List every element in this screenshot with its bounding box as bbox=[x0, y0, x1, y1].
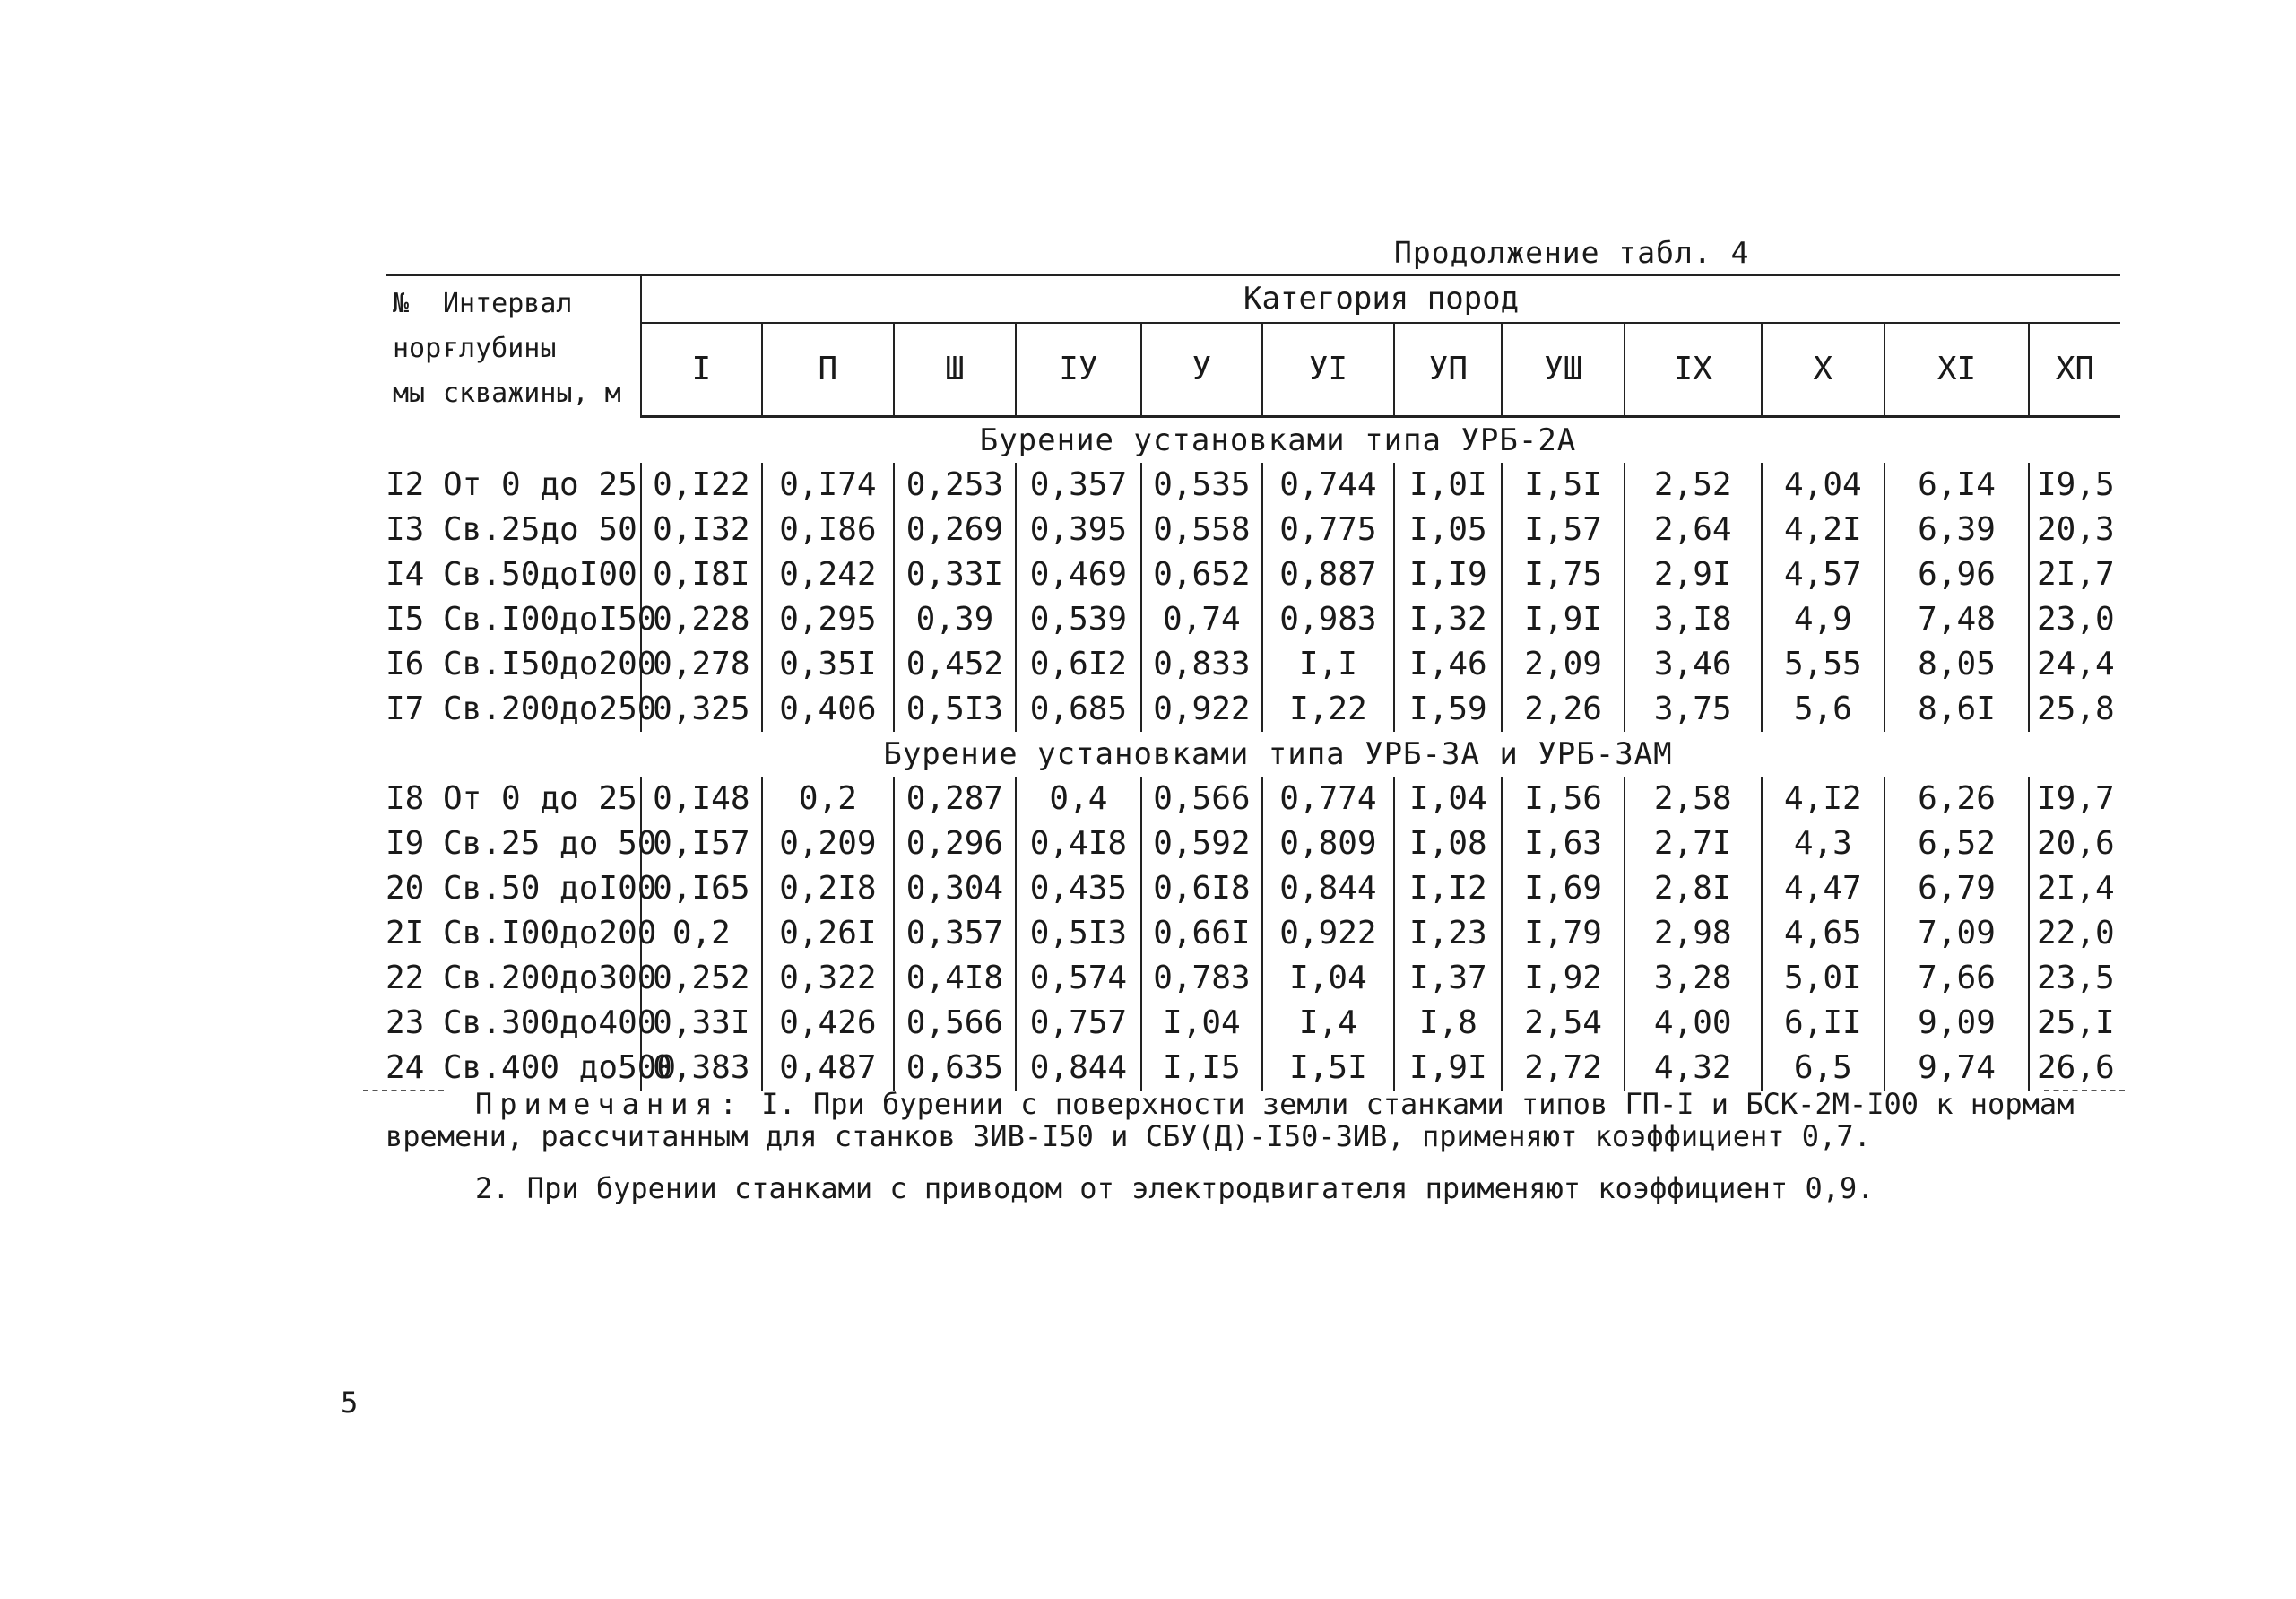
time-norm-value: 0,357 bbox=[1016, 463, 1142, 508]
time-norm-value: 0,5I3 bbox=[894, 687, 1015, 732]
time-norm-value: 4,65 bbox=[1762, 911, 1884, 956]
table-row bbox=[386, 687, 2120, 732]
time-norm-value: I,04 bbox=[1141, 1001, 1261, 1046]
time-norm-value: 4,2I bbox=[1762, 508, 1884, 552]
time-norm-value: 4,04 bbox=[1762, 463, 1884, 508]
time-norm-value: 0,2I8 bbox=[762, 866, 895, 911]
time-norm-value: 0,296 bbox=[894, 821, 1015, 866]
time-norm-value: I,04 bbox=[1262, 956, 1395, 1001]
norm-number: I8 bbox=[386, 779, 425, 817]
time-norm-value: 2,09 bbox=[1502, 642, 1624, 687]
time-norm-value: 4,I2 bbox=[1762, 777, 1884, 821]
time-norm-value: 2I,7 bbox=[2036, 555, 2115, 593]
time-norm-value: I,I9 bbox=[1394, 552, 1502, 597]
header-col-category: У bbox=[1141, 323, 1261, 416]
time-norm-value: 0,774 bbox=[1262, 777, 1395, 821]
time-norm-value: 7,09 bbox=[1884, 911, 2029, 956]
time-norm-value: I,59 bbox=[1394, 687, 1502, 732]
time-norm-value: 0,33I bbox=[641, 1001, 761, 1046]
depth-interval: Св.200до300 bbox=[436, 956, 641, 1001]
time-norm-value: 0,26I bbox=[762, 911, 895, 956]
table-row bbox=[386, 777, 2120, 821]
time-norm-value: 20,6 bbox=[2036, 824, 2115, 862]
time-norm-value: 0,435 bbox=[1016, 866, 1142, 911]
time-norm-value: 2,98 bbox=[1625, 911, 1762, 956]
time-norm-value: I,8 bbox=[1394, 1001, 1502, 1046]
header-col-category: ХП bbox=[2029, 323, 2120, 416]
time-norm-value: I,5I bbox=[1262, 1046, 1395, 1091]
time-norm-value: 0,253 bbox=[894, 463, 1015, 508]
time-norm-value: 5,0I bbox=[1762, 956, 1884, 1001]
header-col-category: IУ bbox=[1016, 323, 1142, 416]
time-norm-value: 0,566 bbox=[894, 1001, 1015, 1046]
page-mark: 5 bbox=[341, 1386, 359, 1420]
header-col-category: IХ bbox=[1625, 323, 1762, 416]
header-norm-number: № нор- мы bbox=[386, 275, 436, 417]
time-norm-value: 0,252 bbox=[641, 956, 761, 1001]
time-norm-value: I9,7 bbox=[2036, 779, 2115, 817]
time-norm-value: 4,32 bbox=[1625, 1046, 1762, 1091]
time-norm-value: 0,325 bbox=[641, 687, 761, 732]
norm-number: 2I bbox=[386, 914, 425, 952]
time-norm-value: 0,I86 bbox=[762, 508, 895, 552]
time-norm-value: I,I5 bbox=[1141, 1046, 1261, 1091]
time-norm-value: 0,487 bbox=[762, 1046, 895, 1091]
time-norm-value: 0,6I2 bbox=[1016, 642, 1142, 687]
norm-number: 22 bbox=[386, 959, 425, 996]
header-col-category: УП bbox=[1394, 323, 1502, 416]
note-2: 2. При бурении станками с приводом от электродвигателя применяют коэффициент 0,9. bbox=[475, 1171, 1875, 1205]
header-col-category: Ш bbox=[894, 323, 1015, 416]
depth-interval: Св.50доI00 bbox=[436, 552, 641, 597]
norm-number: I5 bbox=[386, 600, 425, 638]
time-norm-value: 4,47 bbox=[1762, 866, 1884, 911]
table-row bbox=[386, 956, 2120, 1001]
note-1 bbox=[386, 1088, 2089, 1152]
table-row bbox=[386, 866, 2120, 911]
time-norm-value: 6,79 bbox=[1884, 866, 2029, 911]
norm-number: I7 bbox=[386, 690, 425, 727]
table-row bbox=[386, 552, 2120, 597]
time-norm-value: I,79 bbox=[1502, 911, 1624, 956]
notes bbox=[386, 1088, 2089, 1204]
time-norm-value: 2,8I bbox=[1625, 866, 1762, 911]
time-norm-value: 0,4 bbox=[1016, 777, 1142, 821]
time-norm-value: 0,I22 bbox=[641, 463, 761, 508]
time-norm-value: 7,66 bbox=[1884, 956, 2029, 1001]
time-norm-value: 24,4 bbox=[2036, 645, 2115, 682]
time-norm-value: 0,535 bbox=[1141, 463, 1261, 508]
time-norm-value: I,9I bbox=[1502, 597, 1624, 642]
time-norm-value: 0,39 bbox=[894, 597, 1015, 642]
time-norm-value: 0,I48 bbox=[641, 777, 761, 821]
time-norm-value: 6,96 bbox=[1884, 552, 2029, 597]
norm-number: I2 bbox=[386, 465, 425, 503]
time-norm-value: I,05 bbox=[1394, 508, 1502, 552]
table-row bbox=[386, 597, 2120, 642]
section-title: Бурение установками типа УРБ-3А и УРБ-3АМ bbox=[883, 735, 1673, 772]
time-norm-value: 26,6 bbox=[2036, 1048, 2115, 1086]
time-norm-value: 6,52 bbox=[1884, 821, 2029, 866]
time-norm-value: 3,28 bbox=[1625, 956, 1762, 1001]
time-norm-value: 6,I4 bbox=[1884, 463, 2029, 508]
time-norm-value: 0,357 bbox=[894, 911, 1015, 956]
time-norm-value: 0,469 bbox=[1016, 552, 1142, 597]
time-norm-value: 0,833 bbox=[1141, 642, 1261, 687]
depth-interval: Св.25 до 50 bbox=[436, 821, 641, 866]
time-norm-value: I,0I bbox=[1394, 463, 1502, 508]
depth-interval: Св.300до400 bbox=[436, 1001, 641, 1046]
time-norm-value: 0,I65 bbox=[641, 866, 761, 911]
time-norm-value: 0,2 bbox=[762, 777, 895, 821]
header-col-category: П bbox=[762, 323, 895, 416]
time-norm-value: I,46 bbox=[1394, 642, 1502, 687]
norm-number: I9 bbox=[386, 824, 425, 862]
time-norm-value: 6,26 bbox=[1884, 777, 2029, 821]
time-norm-value: I,08 bbox=[1394, 821, 1502, 866]
time-norm-value: 0,395 bbox=[1016, 508, 1142, 552]
time-norm-value: 0,744 bbox=[1262, 463, 1395, 508]
time-norm-value: 0,652 bbox=[1141, 552, 1261, 597]
time-norm-value: 7,48 bbox=[1884, 597, 2029, 642]
time-norm-value: 0,4I8 bbox=[894, 956, 1015, 1001]
norms-table bbox=[386, 274, 2120, 1091]
depth-interval: Св.50 доI00 bbox=[436, 866, 641, 911]
time-norm-value: 4,57 bbox=[1762, 552, 1884, 597]
depth-interval: От 0 до 25 bbox=[436, 777, 641, 821]
time-norm-value: 0,426 bbox=[762, 1001, 895, 1046]
time-norm-value: I,69 bbox=[1502, 866, 1624, 911]
time-norm-value: 2,64 bbox=[1625, 508, 1762, 552]
time-norm-value: I,57 bbox=[1502, 508, 1624, 552]
table-row bbox=[386, 821, 2120, 866]
time-norm-value: I,56 bbox=[1502, 777, 1624, 821]
time-norm-value: 5,55 bbox=[1762, 642, 1884, 687]
time-norm-value: 25,I bbox=[2036, 1004, 2115, 1041]
time-norm-value: 0,922 bbox=[1141, 687, 1261, 732]
depth-interval: Св.200до250 bbox=[436, 687, 641, 732]
time-norm-value: 4,00 bbox=[1625, 1001, 1762, 1046]
time-norm-value: 0,383 bbox=[641, 1046, 761, 1091]
header-rock-category: Категория пород bbox=[641, 275, 2120, 323]
norm-number: 23 bbox=[386, 1004, 425, 1041]
header-col-category: Х bbox=[1762, 323, 1884, 416]
time-norm-value: 0,635 bbox=[894, 1046, 1015, 1091]
time-norm-value: 2,26 bbox=[1502, 687, 1624, 732]
time-norm-value: I,32 bbox=[1394, 597, 1502, 642]
time-norm-value: 0,922 bbox=[1262, 911, 1395, 956]
time-norm-value: I,22 bbox=[1262, 687, 1395, 732]
time-norm-value: I,92 bbox=[1502, 956, 1624, 1001]
time-norm-value: 0,287 bbox=[894, 777, 1015, 821]
table-row bbox=[386, 911, 2120, 956]
time-norm-value: I,9I bbox=[1394, 1046, 1502, 1091]
time-norm-value: 0,685 bbox=[1016, 687, 1142, 732]
time-norm-value: 0,6I8 bbox=[1141, 866, 1261, 911]
header-col-category: УШ bbox=[1502, 323, 1624, 416]
time-norm-value: 0,35I bbox=[762, 642, 895, 687]
time-norm-value: 2,58 bbox=[1625, 777, 1762, 821]
depth-interval: Св.I50до200 bbox=[436, 642, 641, 687]
time-norm-value: 0,I74 bbox=[762, 463, 895, 508]
time-norm-value: 0,983 bbox=[1262, 597, 1395, 642]
time-norm-value: 0,295 bbox=[762, 597, 895, 642]
time-norm-value: 23,0 bbox=[2036, 600, 2115, 638]
time-norm-value: 0,757 bbox=[1016, 1001, 1142, 1046]
time-norm-value: I,4 bbox=[1262, 1001, 1395, 1046]
time-norm-value: 0,2 bbox=[641, 911, 761, 956]
time-norm-value: I9,5 bbox=[2036, 465, 2115, 503]
table-row bbox=[386, 642, 2120, 687]
depth-interval: Св.I00доI50 bbox=[436, 597, 641, 642]
time-norm-value: 0,558 bbox=[1141, 508, 1261, 552]
time-norm-value: 0,304 bbox=[894, 866, 1015, 911]
time-norm-value: I,5I bbox=[1502, 463, 1624, 508]
time-norm-value: 9,74 bbox=[1884, 1046, 2029, 1091]
note-1-text: I. При бурении с поверхности земли станками типов ГП-I и БСК-2М-I00 к нормам времени, рассчитанным для станков ЗИВ-I50 и СБУ(Д)-I50-ЗИВ, применяют коэффициент 0,7. bbox=[386, 1087, 2075, 1153]
time-norm-value: 0,452 bbox=[894, 642, 1015, 687]
table-row bbox=[386, 508, 2120, 552]
time-norm-value: 0,I8I bbox=[641, 552, 761, 597]
depth-interval: Св.400 до500 bbox=[436, 1046, 641, 1091]
norm-number: I6 bbox=[386, 645, 425, 682]
time-norm-value: 4,9 bbox=[1762, 597, 1884, 642]
header-col-category: I bbox=[641, 323, 761, 416]
time-norm-value: 6,5 bbox=[1762, 1046, 1884, 1091]
time-norm-value: 2,54 bbox=[1502, 1001, 1624, 1046]
time-norm-value: I,63 bbox=[1502, 821, 1624, 866]
time-norm-value: 0,209 bbox=[762, 821, 895, 866]
time-norm-value: I,I2 bbox=[1394, 866, 1502, 911]
norm-number: I3 bbox=[386, 510, 425, 548]
time-norm-value: 9,09 bbox=[1884, 1001, 2029, 1046]
notes-label: Примечания: bbox=[475, 1087, 744, 1121]
time-norm-value: I,04 bbox=[1394, 777, 1502, 821]
time-norm-value: 0,I32 bbox=[641, 508, 761, 552]
time-norm-value: 6,39 bbox=[1884, 508, 2029, 552]
time-norm-value: 6,II bbox=[1762, 1001, 1884, 1046]
time-norm-value: 23,5 bbox=[2036, 959, 2115, 996]
time-norm-value: 0,809 bbox=[1262, 821, 1395, 866]
time-norm-value: 8,05 bbox=[1884, 642, 2029, 687]
depth-interval: Св.I00до200 bbox=[436, 911, 641, 956]
time-norm-value: 2,72 bbox=[1502, 1046, 1624, 1091]
time-norm-value: 0,269 bbox=[894, 508, 1015, 552]
time-norm-value: 22,0 bbox=[2036, 914, 2115, 952]
time-norm-value: 0,278 bbox=[641, 642, 761, 687]
time-norm-value: 0,592 bbox=[1141, 821, 1261, 866]
time-norm-value: 0,775 bbox=[1262, 508, 1395, 552]
time-norm-value: 5,6 bbox=[1762, 687, 1884, 732]
section-spacer bbox=[386, 416, 436, 463]
time-norm-value: 0,4I8 bbox=[1016, 821, 1142, 866]
time-norm-value: 3,I8 bbox=[1625, 597, 1762, 642]
time-norm-value: I,23 bbox=[1394, 911, 1502, 956]
header-interval: Интервал глубины скважины, м bbox=[436, 275, 641, 417]
time-norm-value: 2I,4 bbox=[2036, 869, 2115, 907]
table-row bbox=[386, 463, 2120, 508]
table-row bbox=[386, 1046, 2120, 1091]
time-norm-value: 0,783 bbox=[1141, 956, 1261, 1001]
time-norm-value: 0,66I bbox=[1141, 911, 1261, 956]
time-norm-value: 2,9I bbox=[1625, 552, 1762, 597]
time-norm-value: 3,46 bbox=[1625, 642, 1762, 687]
time-norm-value: 0,566 bbox=[1141, 777, 1261, 821]
table-continuation-label: Продолжение табл. 4 bbox=[1394, 235, 1750, 270]
time-norm-value: 2,7I bbox=[1625, 821, 1762, 866]
time-norm-value: 0,I57 bbox=[641, 821, 761, 866]
time-norm-value: 0,74 bbox=[1141, 597, 1261, 642]
norm-number: I4 bbox=[386, 555, 425, 593]
time-norm-value: I,75 bbox=[1502, 552, 1624, 597]
time-norm-value: 20,3 bbox=[2036, 510, 2115, 548]
header-col-category: УI bbox=[1262, 323, 1395, 416]
time-norm-value: 4,3 bbox=[1762, 821, 1884, 866]
time-norm-value: I,37 bbox=[1394, 956, 1502, 1001]
header-col-category: ХI bbox=[1884, 323, 2029, 416]
time-norm-value: 0,844 bbox=[1262, 866, 1395, 911]
time-norm-value: 0,844 bbox=[1016, 1046, 1142, 1091]
time-norm-value: 0,406 bbox=[762, 687, 895, 732]
table-row bbox=[386, 1001, 2120, 1046]
time-norm-value: 3,75 bbox=[1625, 687, 1762, 732]
section-spacer bbox=[386, 732, 436, 777]
time-norm-value: 25,8 bbox=[2036, 690, 2115, 727]
time-norm-value: 0,242 bbox=[762, 552, 895, 597]
time-norm-value: I,I bbox=[1262, 642, 1395, 687]
time-norm-value: 0,887 bbox=[1262, 552, 1395, 597]
norm-number: 20 bbox=[386, 869, 425, 907]
depth-interval: От 0 до 25 bbox=[436, 463, 641, 508]
time-norm-value: 0,5I3 bbox=[1016, 911, 1142, 956]
time-norm-value: 2,52 bbox=[1625, 463, 1762, 508]
time-norm-value: 0,33I bbox=[894, 552, 1015, 597]
section-title: Бурение установками типа УРБ-2А bbox=[979, 421, 1577, 458]
time-norm-value: 0,574 bbox=[1016, 956, 1142, 1001]
time-norm-value: 0,228 bbox=[641, 597, 761, 642]
norm-number: 24 bbox=[386, 1048, 425, 1086]
section-heading-row bbox=[386, 732, 2120, 777]
time-norm-value: 0,322 bbox=[762, 956, 895, 1001]
depth-interval: Св.25до 50 bbox=[436, 508, 641, 552]
time-norm-value: 8,6I bbox=[1884, 687, 2029, 732]
time-norm-value: 0,539 bbox=[1016, 597, 1142, 642]
section-heading-row bbox=[386, 416, 2120, 463]
